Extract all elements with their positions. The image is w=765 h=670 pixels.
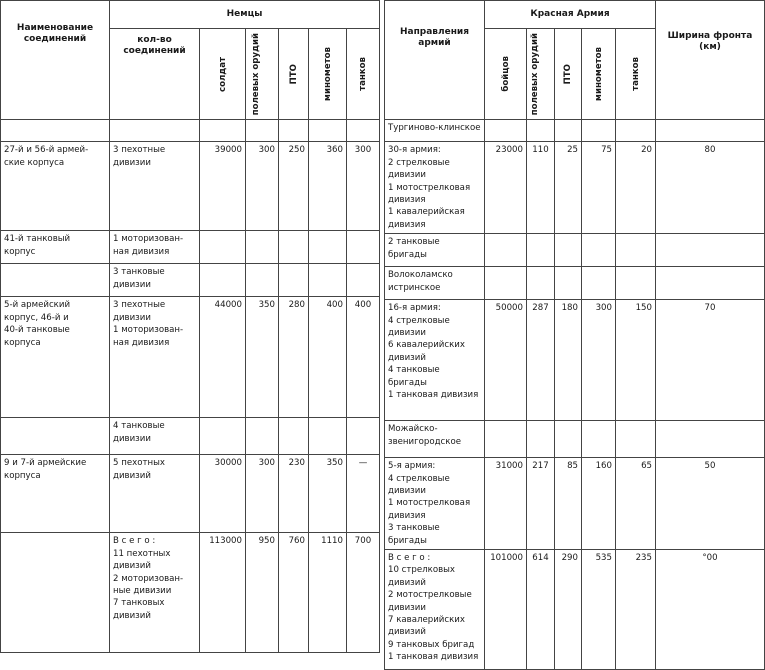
formation-name-cell: 27-й и 56-й армей- ские корпуса <box>1 142 110 231</box>
fighters-cell: 50000 <box>485 300 527 421</box>
field-guns-cell: 300 <box>246 142 279 231</box>
field-guns-header: полевых орудий <box>527 29 555 120</box>
army-direction-cell: Волоколамско истринское <box>385 267 485 300</box>
antitank-guns-cell: 230 <box>279 455 309 533</box>
army-direction-cell: Можайско- звенигородское <box>385 421 485 458</box>
tanks-cell: 700 <box>347 533 380 653</box>
tanks-cell: 65 <box>616 458 656 550</box>
soldiers-header: солдат <box>200 29 246 120</box>
front-width-cell: 80 <box>656 142 765 234</box>
tanks-header: танков <box>616 29 656 120</box>
table-row <box>1 142 380 231</box>
fighters-cell <box>485 267 527 300</box>
tanks-cell: 150 <box>616 300 656 421</box>
mortars-cell <box>309 120 347 142</box>
fighters-cell: 23000 <box>485 142 527 234</box>
mortars-cell <box>582 234 616 267</box>
mortars-cell <box>582 120 616 142</box>
mortars-cell: 160 <box>582 458 616 550</box>
fighters-cell <box>485 421 527 458</box>
fighters-header: бойцов <box>485 29 527 120</box>
tanks-cell <box>616 267 656 300</box>
table-row <box>1 455 380 533</box>
tanks-cell <box>616 120 656 142</box>
mortars-cell: 360 <box>309 142 347 231</box>
antitank-guns-cell: 290 <box>555 550 582 670</box>
red-army-group-header: Красная Армия <box>485 1 656 29</box>
mortars-header: минометов <box>309 29 347 120</box>
fighters-cell: 101000 <box>485 550 527 670</box>
table-row <box>1 533 380 653</box>
formation-name-cell: 9 и 7-й армейские корпуса <box>1 455 110 533</box>
mortars-cell: 75 <box>582 142 616 234</box>
mortars-cell: 535 <box>582 550 616 670</box>
soldiers-cell <box>200 264 246 297</box>
soldiers-cell <box>200 418 246 455</box>
field-guns-cell: 287 <box>527 300 555 421</box>
unit-count-cell: 3 пехотные дивизии 1 моторизован- ная дивизия <box>110 297 200 418</box>
unit-count-cell: 3 танковые дивизии <box>110 264 200 297</box>
antitank-guns-cell: 180 <box>555 300 582 421</box>
field-guns-cell: 217 <box>527 458 555 550</box>
unit-count-cell <box>110 120 200 142</box>
front-width-cell: 70 <box>656 300 765 421</box>
table-row <box>385 550 765 670</box>
tanks-cell <box>616 234 656 267</box>
army-direction-cell: 16-я армия: 4 стрелковые дивизии 6 кавалерийских дивизий 4 танковые бригады 1 танковая дивизия <box>385 300 485 421</box>
formation-name-cell <box>1 533 110 653</box>
table-row <box>385 421 765 458</box>
antitank-guns-cell: 280 <box>279 297 309 418</box>
soldiers-cell: 44000 <box>200 297 246 418</box>
mortars-cell <box>582 267 616 300</box>
mortars-cell: 1110 <box>309 533 347 653</box>
antitank-guns-cell <box>279 264 309 297</box>
fighters-cell <box>485 120 527 142</box>
formation-name-cell: 5-й армейский корпус, 46-й и 40-й танковые корпуса <box>1 297 110 418</box>
field-guns-cell <box>246 231 279 264</box>
tanks-cell <box>347 231 380 264</box>
antitank-guns-cell <box>555 421 582 458</box>
field-guns-header: полевых орудий <box>246 29 279 120</box>
field-guns-cell <box>527 120 555 142</box>
unit-count-cell: 3 пехотные дивизии <box>110 142 200 231</box>
soldiers-cell: 30000 <box>200 455 246 533</box>
table-row <box>385 300 765 421</box>
army-direction-cell: Тургиново-клинское <box>385 120 485 142</box>
soldiers-cell <box>200 120 246 142</box>
antitank-guns-cell: 250 <box>279 142 309 231</box>
soldiers-cell: 39000 <box>200 142 246 231</box>
red-army-table <box>384 0 765 670</box>
unit-count-cell: В с е г о : 11 пехотных дивизий 2 моторизован- ные дивизии 7 танковых дивизий <box>110 533 200 653</box>
formation-name-header: Наименование соединений <box>1 1 110 120</box>
front-width-cell: °00 <box>656 550 765 670</box>
table-row <box>385 234 765 267</box>
antitank-guns-cell <box>555 120 582 142</box>
tanks-cell <box>347 120 380 142</box>
field-guns-cell <box>527 267 555 300</box>
fighters-cell: 31000 <box>485 458 527 550</box>
tanks-cell: 300 <box>347 142 380 231</box>
tanks-cell: 20 <box>616 142 656 234</box>
field-guns-cell <box>527 234 555 267</box>
army-direction-cell: В с е г о : 10 стрелковых дивизий 2 мотострелковые дивизии 7 кавалерийских дивизий 9 танковых бригад 1 танковая дивизия <box>385 550 485 670</box>
antitank-guns-cell: 760 <box>279 533 309 653</box>
table-row <box>1 297 380 418</box>
mortars-cell: 300 <box>582 300 616 421</box>
front-width-cell <box>656 267 765 300</box>
germans-group-header: Немцы <box>110 1 380 29</box>
field-guns-cell <box>527 421 555 458</box>
soldiers-cell: 113000 <box>200 533 246 653</box>
antitank-guns-header: ПТО <box>279 29 309 120</box>
table-row <box>385 142 765 234</box>
front-width-cell <box>656 120 765 142</box>
field-guns-cell: 110 <box>527 142 555 234</box>
table-row <box>1 231 380 264</box>
field-guns-cell: 614 <box>527 550 555 670</box>
field-guns-cell: 350 <box>246 297 279 418</box>
antitank-guns-cell: 85 <box>555 458 582 550</box>
army-directions-header: Направления армий <box>385 1 485 120</box>
soldiers-cell <box>200 231 246 264</box>
field-guns-cell <box>246 264 279 297</box>
antitank-guns-cell <box>555 267 582 300</box>
formation-name-cell <box>1 120 110 142</box>
field-guns-cell: 950 <box>246 533 279 653</box>
army-direction-cell: 5-я армия: 4 стрелковые дивизии 1 мотострелковая дивизия 3 танковые бригады <box>385 458 485 550</box>
unit-count-cell: 4 танковые дивизии <box>110 418 200 455</box>
tanks-cell <box>347 264 380 297</box>
tanks-cell <box>347 418 380 455</box>
table-row <box>385 267 765 300</box>
mortars-cell <box>309 231 347 264</box>
tanks-cell <box>616 421 656 458</box>
table-row <box>385 458 765 550</box>
army-direction-cell: 30-я армия: 2 стрелковые дивизии 1 мотострелковая дивизия 1 кавалерийская дивизия <box>385 142 485 234</box>
tanks-header: танков <box>347 29 380 120</box>
mortars-cell: 400 <box>309 297 347 418</box>
table-row <box>1 418 380 455</box>
tanks-cell: — <box>347 455 380 533</box>
formation-name-cell <box>1 418 110 455</box>
tanks-cell: 235 <box>616 550 656 670</box>
table-row <box>1 264 380 297</box>
unit-count-header: кол-во соединений <box>110 29 200 120</box>
mortars-cell <box>309 418 347 455</box>
german-forces-table <box>0 0 380 653</box>
table-row <box>385 120 765 142</box>
antitank-guns-header: ПТО <box>555 29 582 120</box>
front-width-cell: 50 <box>656 458 765 550</box>
antitank-guns-cell: 25 <box>555 142 582 234</box>
mortars-cell <box>582 421 616 458</box>
mortars-cell <box>309 264 347 297</box>
army-direction-cell: 2 танковые бригады <box>385 234 485 267</box>
front-width-cell <box>656 421 765 458</box>
formation-name-cell <box>1 264 110 297</box>
fighters-cell <box>485 234 527 267</box>
field-guns-cell <box>246 418 279 455</box>
front-width-cell <box>656 234 765 267</box>
unit-count-cell: 1 моторизован- ная дивизия <box>110 231 200 264</box>
field-guns-cell: 300 <box>246 455 279 533</box>
antitank-guns-cell <box>279 231 309 264</box>
front-width-header: Ширина фронта (км) <box>656 1 765 120</box>
field-guns-cell <box>246 120 279 142</box>
mortars-cell: 350 <box>309 455 347 533</box>
formation-name-cell: 41-й танковый корпус <box>1 231 110 264</box>
antitank-guns-cell <box>555 234 582 267</box>
unit-count-cell: 5 пехотных дивизий <box>110 455 200 533</box>
mortars-header: минометов <box>582 29 616 120</box>
tanks-cell: 400 <box>347 297 380 418</box>
table-row <box>1 120 380 142</box>
antitank-guns-cell <box>279 418 309 455</box>
antitank-guns-cell <box>279 120 309 142</box>
